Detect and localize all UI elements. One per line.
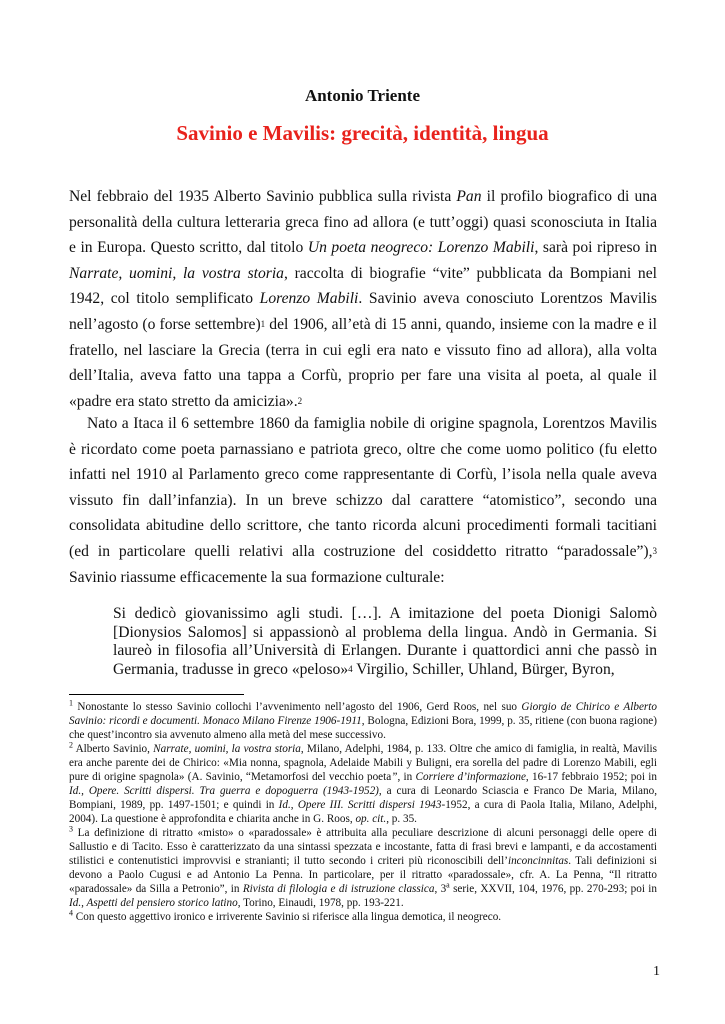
- text-span: , in: [397, 771, 416, 783]
- footnote-ref-3[interactable]: 3: [652, 545, 657, 556]
- text-span: , Bologna, Edizioni Bora, 1999, p. 35, ritiene (con buona ragione) che quest’incontro sia avvenuto almeno alla metà del mese successivo.: [69, 715, 657, 741]
- text-span: , p. 35.: [386, 813, 417, 825]
- footnote-ref-1[interactable]: 1: [260, 318, 266, 329]
- text-span: Nato a Itaca il 6 settembre 1860 da famiglia nobile di origine spagnola, Lorentzos Mavilis è ricordato come poeta parnassiano e patriota greco, oltre che come uomo politico (fu eletto infatti nel 1910 al Parlamento greco come rappresentante di Corfù, l’isola nella quale aveva vissuto fin dall’infanzia). In un breve schizzo dal carattere “atomistico”, secondo una consolidata abitudine dello scrittore, che tanto ricorda alcuni procedimenti formali tacitiani (ed in particolare quelli relativi alla costruzione del cosiddetto ritratto “paradossale”),: [69, 415, 657, 560]
- italic-text: inconcinnitas: [507, 855, 569, 867]
- footnote-ref-4[interactable]: 4: [348, 663, 353, 674]
- footnote-2: [69, 742, 657, 826]
- footnote-number: 4: [69, 908, 73, 918]
- text-span: , 16-17 febbraio 1952; poi in: [525, 771, 657, 783]
- text-span: , 3: [434, 883, 447, 895]
- text-span: . Tali definizioni si devono a Paolo Cugusi e ad Antonio La Penna. In particolare, per il ritratto «paradossale», cfr. A. La Penna, “Il ritratto «paradossale» da Silla a Petronio”, in: [69, 855, 657, 895]
- footnote-1: [69, 700, 657, 742]
- text-span: , Milano, Adelphi, 1984, p. 133. Oltre che amico di famiglia, in realtà, Mavilis era anche parente dei de Chirico: «Mia nonna, spagnola, Adelaide Mabili y Buligni, era sorella del padre di Lorenzo Mabili, egli pure di origine spagnola» (A. Savinio, “Metamorfosi del vecchio poeta: [69, 743, 658, 783]
- italic-text: Id.: [278, 799, 291, 811]
- text-span: Nel febbraio del 1935 Alberto Savinio pubblica sulla rivista: [69, 188, 457, 205]
- text-span: , sarà poi ripreso in: [534, 239, 658, 257]
- footnote-number: 3: [69, 824, 73, 834]
- text-span: , a cura di Leonardo Sciascia e Franco De Maria, Milano, Bompiani, 1989, pp. 1497-1501; e quindi in: [69, 785, 657, 811]
- italic-text: Giorgio de Chirico e Alberto Savinio: ricordi e documenti. Monaco Milano Firenze 1906-1911: [69, 701, 657, 727]
- text-span: serie, XXVII, 104, 1976, pp. 270-293; poi in: [449, 883, 657, 895]
- page-number: 1: [653, 964, 660, 979]
- text-span: Virgilio, Schiller, Uhland, Bürger, Byron,: [352, 660, 615, 678]
- article-title: Savinio e Mavilis: grecità, identità, lingua: [176, 121, 549, 145]
- superscript-text: a: [446, 880, 450, 890]
- italic-text: Pan: [456, 188, 482, 205]
- italic-text: op. cit.: [355, 813, 387, 825]
- italic-text: Id., Opere. Scritti dispersi. Tra guerra e dopoguerra (1943-1952): [69, 785, 379, 797]
- body-paragraph-1: [69, 184, 657, 414]
- text-span: . Savinio aveva conosciuto Lorentzos Mavilis nell’agosto (o forse settembre): [69, 290, 657, 333]
- text-span: , raccolta di biografie “vite” pubblicata da Bompiani nel 1942, col titolo semplificato: [69, 264, 657, 308]
- footnote-4: [69, 910, 657, 924]
- text-span: -1952, a cura di Paola Italia, Milano, Adelphi, 2004). La questione è approfondita e chiarita anche in G. Roos,: [69, 799, 657, 825]
- footnote-separator: [69, 694, 244, 695]
- author-name: Antonio Triente: [304, 86, 421, 105]
- italic-text: Lorenzo Mabili: [259, 290, 359, 308]
- italic-text: Narrate, uomini, la vostra storia: [153, 743, 301, 755]
- text-span: Nonostante lo stesso Savinio collochi l’avvenimento nell’agosto del 1906, Gerd Roos, nel suo: [73, 701, 522, 713]
- text-span: La definizione di ritratto «misto» o «paradossale» è attribuita alla peculiare descrizione di alcuni personaggi delle opere di Sallustio e di Tacito. Esso è caratterizzato da una sintassi spezzata e incostante, fatta di frasi brevi e lampanti, e da accostamenti stilistici e contenutistici improvvisi e stranianti; il tutto secondo i criteri più riconoscibili dell’: [69, 827, 657, 867]
- italic-text: Narrate, uomini, la vostra storia: [69, 264, 284, 282]
- block-quote: [113, 605, 657, 679]
- italic-text: Id., Aspetti del pensiero storico latino: [69, 897, 238, 909]
- text-span: ,: [290, 799, 298, 811]
- italic-text: Opere III. Scritti dispersi 1943: [297, 799, 442, 811]
- footnote-ref-2[interactable]: 2: [297, 395, 303, 406]
- text-span: il profilo biografico di una personalità della cultura letteraria greca fino ad allora (e tutt’oggi) quasi sconosciuta in Italia e in Europa. Questo scritto, dal titolo: [69, 188, 657, 257]
- footnote-number: 2: [69, 740, 73, 750]
- italic-text: Un poeta neogreco: Lorenzo Mabili: [307, 239, 535, 257]
- text-span: Alberto Savinio,: [73, 743, 154, 755]
- text-span: Savinio riassume efficacemente la sua formazione culturale:: [69, 568, 445, 586]
- body-paragraph-2: [69, 411, 657, 590]
- italic-text: ”: [391, 771, 398, 783]
- footnotes: [69, 700, 657, 924]
- footnote-3: [69, 826, 657, 910]
- text-span: Si dedicò giovanissimo agli studi. […]. A imitazione del poeta Dionigi Salomò [Dionysios Salomos] si appassionò al problema della lingua. Andò in Germania. Si laureò in filosofia all’Università di Erlangen. Durante i quattordici anni che passò in Germania, tradusse in greco «peloso»: [113, 605, 657, 678]
- footnote-number: 1: [69, 698, 73, 708]
- italic-text: Corriere d’informazione: [415, 771, 526, 783]
- text-span: Con questo aggettivo ironico e irriverente Savinio si riferisce alla lingua demotica, il neogreco.: [73, 911, 502, 923]
- text-span: del 1906, all’età di 15 anni, quando, insieme con la madre e il fratello, nel lasciare la Grecia (terra in cui egli era nato e vissuto fino ad allora), alla volta dell’Italia, aveva fatto una tappa a Corfù, proprio per fare una visita al poeta, al quale il «padre era stato stretto da amicizia».: [69, 315, 657, 410]
- text-span: , Torino, Einaudi, 1978, pp. 193-221.: [237, 897, 404, 909]
- italic-text: Rivista di filologia e di istruzione classica: [242, 883, 435, 895]
